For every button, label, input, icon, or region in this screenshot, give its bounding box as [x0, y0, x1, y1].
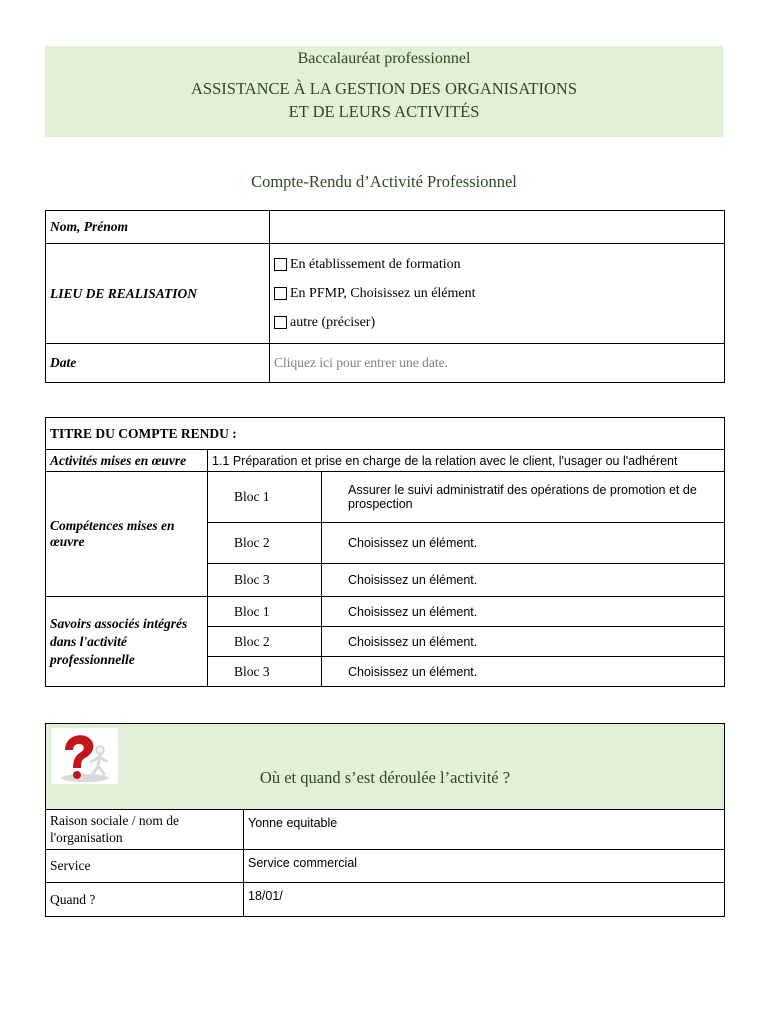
checkbox-icon[interactable]: [274, 287, 287, 300]
document-title: Compte-Rendu d’Activité Professionnel: [251, 172, 517, 191]
header-band: [45, 46, 723, 137]
date-field[interactable]: Cliquez ici pour entrer une date.: [270, 344, 725, 383]
checkbox-icon[interactable]: [274, 258, 287, 271]
savoir-value[interactable]: Choisissez un élément.: [322, 597, 725, 627]
when-value[interactable]: 18/01/: [244, 883, 725, 917]
service-value[interactable]: Service commercial: [244, 850, 725, 883]
service-label: Service: [46, 850, 244, 883]
identity-table: [45, 210, 725, 383]
option-school-label: En établissement de formation: [290, 256, 461, 272]
location-section-title: Où et quand s’est déroulée l’activité ?: [259, 768, 511, 787]
report-table: [45, 417, 725, 687]
savoir-value[interactable]: Choisissez un élément.: [322, 627, 725, 657]
activities-label: Activités mises en œuvre: [46, 450, 208, 472]
place-label: LIEU DE REALISATION: [46, 244, 270, 344]
competence-bloc-label: Bloc 3: [208, 564, 322, 597]
activities-value[interactable]: 1.1 Préparation et prise en charge de la relation avec le client, l'usager ou l'adhérent: [208, 450, 725, 472]
place-options: [270, 244, 725, 344]
competence-value[interactable]: Choisissez un élément.: [322, 523, 725, 564]
competence-bloc-label: Bloc 1: [208, 472, 322, 523]
header-title-line2: ET DE LEURS ACTIVITÉS: [288, 102, 480, 121]
option-other-label: autre (préciser): [290, 314, 376, 330]
savoir-value[interactable]: Choisissez un élément.: [322, 657, 725, 687]
competences-label: Compétences mises en œuvre: [46, 472, 208, 597]
header-subtitle: Baccalauréat professionnel: [297, 50, 471, 67]
savoir-bloc-label: Bloc 1: [208, 597, 322, 627]
checkbox-icon[interactable]: [274, 316, 287, 329]
option-pfmp[interactable]: [274, 279, 720, 308]
when-label: Quand ?: [46, 883, 244, 917]
name-label: Nom, Prénom: [46, 211, 270, 244]
competence-value[interactable]: Choisissez un élément.: [322, 564, 725, 597]
header-title-line1: ASSISTANCE À LA GESTION DES ORGANISATIONS: [191, 79, 577, 98]
savoir-bloc-label: Bloc 3: [208, 657, 322, 687]
location-table: [45, 723, 725, 917]
competence-bloc-label: Bloc 2: [208, 523, 322, 564]
header-title: [45, 77, 723, 123]
option-pfmp-label: En PFMP, Choisissez un élément: [290, 285, 476, 301]
report-title-label: TITRE DU COMPTE RENDU :: [46, 418, 725, 450]
organisation-label: Raison sociale / nom de l'organisation: [46, 810, 244, 850]
organisation-value[interactable]: Yonne equitable: [244, 810, 725, 850]
option-school[interactable]: [274, 250, 720, 279]
name-field[interactable]: [270, 211, 725, 244]
savoirs-label: Savoirs associés intégrés dans l'activité professionnelle: [46, 597, 208, 687]
date-label: Date: [46, 344, 270, 383]
savoir-bloc-label: Bloc 2: [208, 627, 322, 657]
location-header: [46, 724, 725, 810]
competence-value[interactable]: Assurer le suivi administratif des opérations de promotion et de prospection: [322, 472, 725, 523]
option-other[interactable]: [274, 308, 720, 337]
